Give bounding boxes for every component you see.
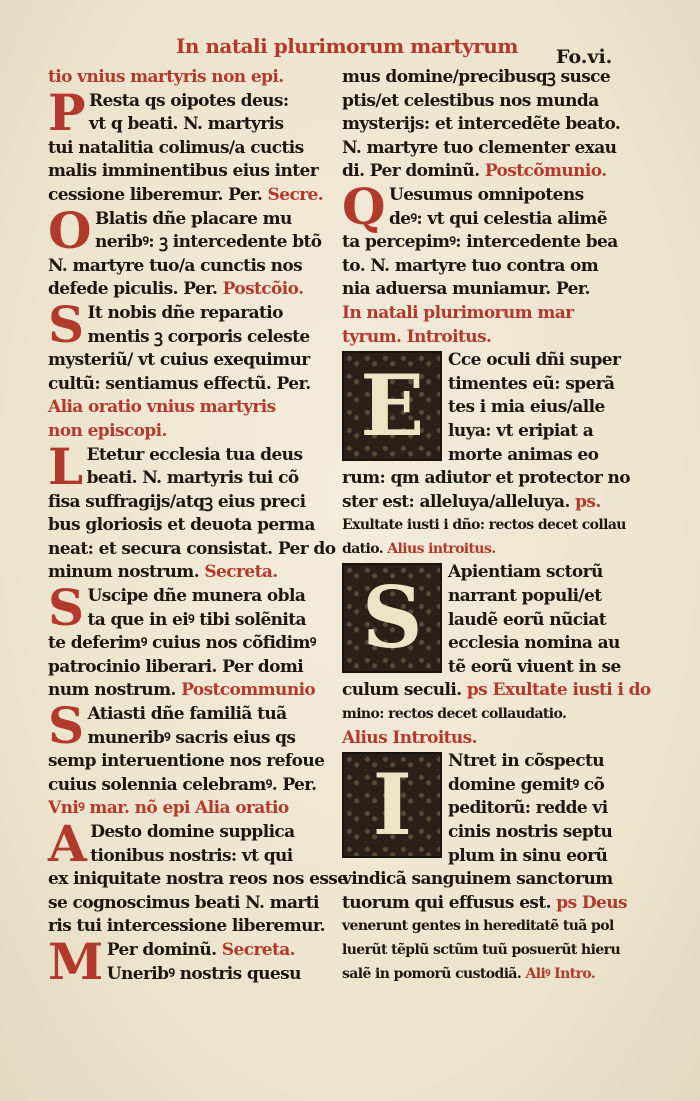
line-text: Uesumus omnipotens <box>388 184 584 205</box>
rubric-label: Secre. <box>262 184 324 205</box>
text-line <box>342 703 626 727</box>
line-text: Ntret in cõspectu <box>448 751 604 772</box>
text-line <box>48 373 333 397</box>
text-line <box>342 231 626 255</box>
rubric-label: Postcõio. <box>217 279 304 300</box>
line-text: tẽ eorũ viuent in se <box>448 656 621 677</box>
line-text: culum seculi. <box>342 680 462 701</box>
text-line <box>48 561 333 585</box>
text-line <box>48 255 333 279</box>
text-line <box>48 66 333 90</box>
line-text: Vniꝰ mar. nõ epi Alia oratio <box>48 798 289 819</box>
line-text: ster est: alleluya/alleluya. <box>342 491 570 512</box>
line-text: defede piculis. Per. <box>48 279 218 300</box>
line-text: peditorũ: redde vi <box>448 798 608 819</box>
text-line <box>48 514 333 538</box>
text-line <box>342 491 626 515</box>
rubric-label: Postcommunio <box>175 680 316 701</box>
rubric-initial: P <box>48 82 85 142</box>
line-text: morte animas eo <box>448 444 599 465</box>
decorated-initial-s: S <box>342 563 442 673</box>
rubric-label: Secreta. <box>199 562 278 583</box>
text-line <box>342 302 626 326</box>
line-text: N. martyre tuo clementer exau <box>342 137 617 158</box>
line-text: patrocinio liberari. Per domi <box>48 656 304 677</box>
text-line <box>342 963 626 987</box>
line-text: vindicã sanguinem sanctorum <box>342 869 613 890</box>
text-line <box>48 184 333 208</box>
right-column <box>342 66 651 986</box>
line-text: ta que in eiꝰ tibi solẽnita <box>87 609 306 630</box>
text-line <box>48 160 333 184</box>
line-text: fisa suffragijs/atqꝫ eius preci <box>48 491 306 512</box>
text-line <box>342 679 651 703</box>
text-line <box>342 538 626 562</box>
rubric-initial: S <box>48 578 84 638</box>
line-text: tuorum qui effusus est. <box>342 892 551 913</box>
block-introitus-1 <box>342 349 631 561</box>
folio-number: Fo.vi. <box>556 46 613 68</box>
line-text: rum: qm adiutor et protector no <box>342 468 631 489</box>
text-line <box>342 255 626 279</box>
text-line <box>48 444 333 468</box>
right-top-text <box>342 66 626 349</box>
rubric-label: Secreta. <box>216 939 296 960</box>
text-line <box>342 514 626 538</box>
text-line <box>48 774 333 798</box>
line-text: luya: vt eripiat a <box>448 420 594 441</box>
line-text: Exultate iusti i dño: rectos decet collau <box>342 517 626 534</box>
text-line <box>342 137 626 161</box>
rubric-label: Alius introitus. <box>383 540 496 557</box>
line-text: Alius Introitus. <box>342 727 477 748</box>
line-text: ptis/et celestibus nos munda <box>342 90 599 111</box>
line-text: laudẽ eorũ nũciat <box>448 609 607 630</box>
line-text: minum nostrum. <box>48 562 200 583</box>
rubric-initial: A <box>48 814 87 873</box>
text-line <box>48 821 333 845</box>
line-text: luerũt tẽplũ sctũm tuũ posuerũt hieru <box>342 941 621 958</box>
decorated-initial-i: I <box>342 752 442 858</box>
rubric-label: ps. <box>569 491 601 512</box>
text-line <box>48 679 333 703</box>
line-text: Etetur ecclesia tua deus <box>86 444 303 465</box>
block-introitus-3 <box>342 750 626 986</box>
line-text: tes i mia eius/alle <box>448 397 605 418</box>
line-text: timentes eũ: sperã <box>448 373 615 394</box>
text-line <box>48 396 333 420</box>
rubric-label: Introitus. <box>401 326 492 347</box>
rubric-initial: Q <box>342 176 385 236</box>
line-text: Blatis dñe placare mu <box>94 208 292 229</box>
line-text: cessione liberemur. Per. <box>48 184 263 205</box>
block-introitus-2 <box>342 561 651 750</box>
line-text: mino: rectos decet collaudatio. <box>342 706 567 723</box>
text-line <box>48 609 333 633</box>
text-line <box>48 632 333 656</box>
line-text: to. N. martyre tuo contra om <box>342 255 599 276</box>
line-text: ecclesia nomina au <box>448 633 620 654</box>
line-text: cultũ: sentiamus effectũ. Per. <box>48 373 311 394</box>
line-text: mysteriũ/ vt cuius exequimur <box>48 350 310 371</box>
rubric-label: ps Deus <box>550 892 627 913</box>
line-text: tui natalitia colimus/a cuctis <box>48 137 304 158</box>
text-line <box>342 868 626 892</box>
text-line <box>48 278 333 302</box>
text-line <box>48 538 336 562</box>
text-line <box>48 868 348 892</box>
text-line <box>48 797 333 821</box>
text-line <box>342 278 626 302</box>
line-text: Uscipe dñe munera obla <box>87 586 306 607</box>
text-line <box>342 892 626 916</box>
line-text: cinis nostris septu <box>448 822 613 842</box>
text-line <box>48 915 333 939</box>
text-line <box>48 703 333 727</box>
line-text: Atiasti dñe familiã tuã <box>87 704 287 725</box>
line-text: mus domine/precibusqꝫ susce <box>342 67 611 87</box>
line-text: Desto domine supplica <box>90 822 295 842</box>
line-text: It nobis dñe reparatio <box>87 302 283 323</box>
line-text: tio vnius martyris non epi. <box>48 67 284 87</box>
rubric-label: Postcõmunio. <box>479 161 607 182</box>
text-line <box>48 892 333 916</box>
text-line <box>48 302 333 326</box>
line-text: domine gemitꝰ cõ <box>448 774 605 795</box>
line-text: Per dominũ. <box>106 939 217 960</box>
line-text: cuius solennia celebramꝰ. Per. <box>48 774 317 795</box>
line-text: neat: et secura consistat. Per do <box>48 538 336 559</box>
rubric-initial: O <box>48 200 91 260</box>
line-text: plum in sinu eorũ <box>448 845 608 866</box>
line-text: semp interuentione nos refoue <box>48 751 325 772</box>
line-text: bus gloriosis et deuota perma <box>48 515 315 536</box>
running-header: In natali plurimorum martyrum <box>176 34 518 58</box>
rubric-label: ps Exultate iusti i do <box>461 680 651 701</box>
line-text: ta percepimꝰ: intercedente bea <box>342 232 618 253</box>
rubric-label: Aliꝰ Intro. <box>521 965 596 982</box>
text-line <box>342 66 626 90</box>
text-line <box>48 750 333 774</box>
text-line <box>342 939 626 963</box>
line-text: N. martyre tuo/a cunctis nos <box>48 255 303 276</box>
rubric-initial: S <box>48 294 84 354</box>
line-text: Cce oculi dñi super <box>448 350 621 371</box>
text-line <box>48 137 333 161</box>
text-line <box>48 585 333 609</box>
text-line <box>48 113 333 137</box>
text-line <box>342 915 626 939</box>
rubric-initial: L <box>48 436 83 496</box>
line-text: neribꝰ: ꝫ intercedente btõ <box>94 232 322 253</box>
line-text: se cognoscimus beati N. marti <box>48 892 319 913</box>
line-text: tionibus nostris: vt qui <box>90 845 293 866</box>
text-line <box>342 727 626 751</box>
text-line <box>342 160 626 184</box>
left-column <box>48 66 348 991</box>
line-text: deꝰ: vt qui celestia alimẽ <box>388 208 608 229</box>
text-line <box>48 326 333 350</box>
line-text: vt q beati. N. martyris <box>89 114 284 135</box>
line-text: nia aduersa muniamur. Per. <box>342 279 590 300</box>
line-text: muneribꝰ sacris eius qs <box>87 727 296 748</box>
text-line <box>48 656 333 680</box>
decorated-initial-e: E <box>342 351 442 461</box>
text-line <box>48 90 333 114</box>
line-text: ex iniquitate nostra reos nos esse <box>48 869 348 890</box>
text-line <box>342 113 626 137</box>
line-text: non episcopi. <box>48 420 167 441</box>
line-text: di. Per dominũ. <box>342 161 480 182</box>
text-line <box>48 420 333 444</box>
text-line <box>48 727 333 751</box>
text-line <box>342 90 626 114</box>
text-line <box>48 349 333 373</box>
line-text: Resta qs oipotes deus: <box>89 90 289 111</box>
line-text: mentis ꝫ corporis celeste <box>87 326 310 347</box>
line-text: In natali plurimorum mar <box>342 302 574 323</box>
text-line <box>342 467 631 491</box>
line-text: Apientiam sctorũ <box>448 562 603 583</box>
line-text: datio. <box>342 540 384 557</box>
line-text: malis imminentibus eius inter <box>48 161 319 182</box>
line-text: mysterijs: et intercedẽte beato. <box>342 114 621 135</box>
line-text: Uneribꝰ nostris quesu <box>106 963 301 984</box>
line-text: salẽ in pomorũ custodiã. <box>342 965 522 982</box>
line-text: venerunt gentes in hereditatẽ tuã pol <box>342 918 614 935</box>
text-line <box>342 326 626 350</box>
line-text: narrant populi/et <box>448 586 602 607</box>
line-text: ris tui intercessione liberemur. <box>48 916 325 937</box>
line-text: Alia oratio vnius martyris <box>48 397 276 418</box>
rubric-initial: M <box>48 931 103 991</box>
text-line <box>48 467 333 491</box>
text-line <box>48 845 333 869</box>
line-text: tyrum. <box>342 326 402 347</box>
line-text: te deferimꝰ cuius nos cõfidimꝰ <box>48 633 316 654</box>
rubric-initial: S <box>48 696 84 756</box>
line-text: num nostrum. <box>48 680 176 701</box>
text-line <box>48 491 333 515</box>
line-text: beati. N. martyris tui cõ <box>86 468 299 489</box>
